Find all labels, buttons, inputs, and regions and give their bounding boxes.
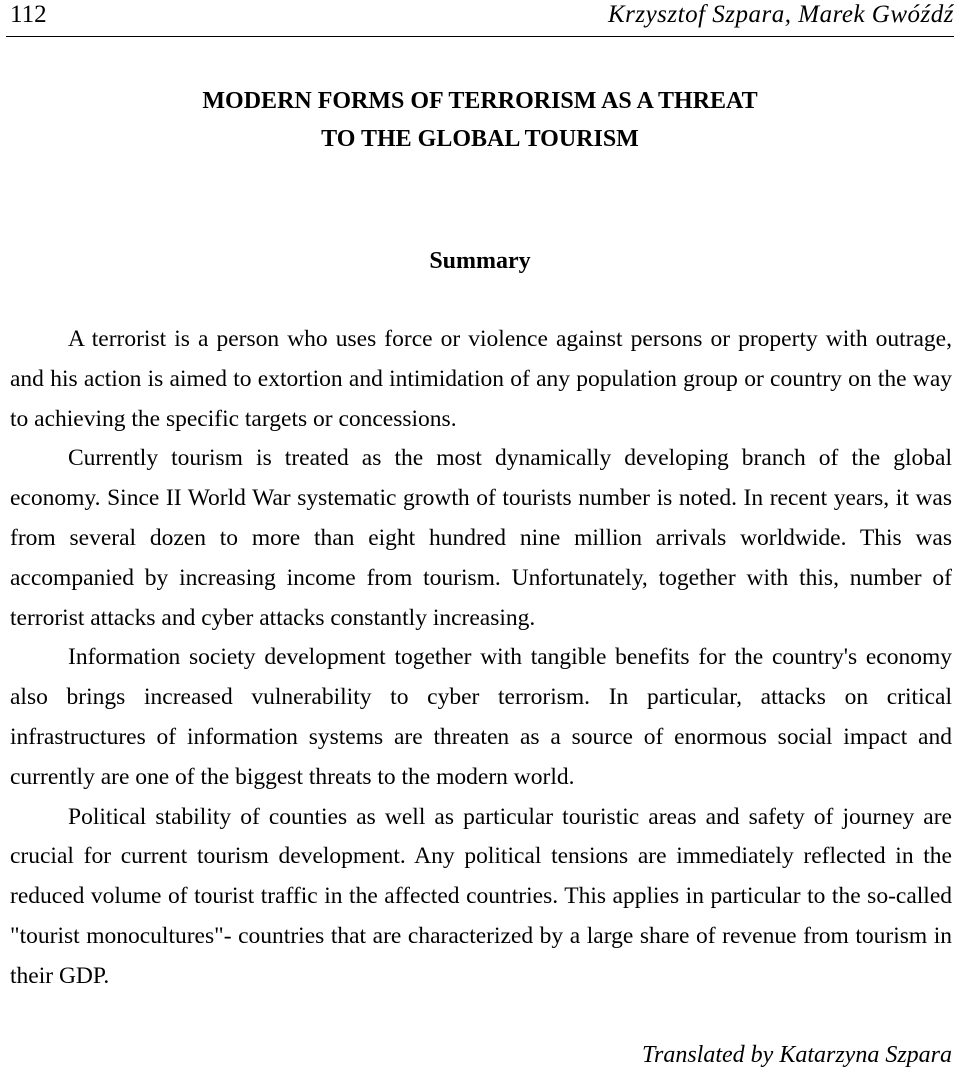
translator-credit: Translated by Katarzyna Szpara (641, 1042, 952, 1068)
article-title-line-2: TO THE GLOBAL TOURISM (321, 126, 639, 152)
article-title-line-1: MODERN FORMS OF TERRORISM AS A THREAT (202, 88, 758, 114)
paragraph-2: Currently tourism is treated as the most dynamically developing branch of the global economy. Since II World War systematic growth of tourists number is noted. In recent years, it was from several dozen to more than eight hundred nine million arrivals worldwide. This was accompanied by increasing income from tourism. Unfortunately, together with this, number of terrorist attacks and cyber attacks constantly increasing. (10, 445, 952, 631)
paragraph-4: Political stability of counties as well as particular touristic areas and safety of journey are crucial for current tourism development. Any political tensions are immediately reflected in the reduced volume of tourist traffic in the affected countries. This applies in particular to the so-called "tourist monocultures"- countries that are characterized by a large share of revenue from tourism in their GDP. (10, 803, 952, 989)
article-title (0, 82, 960, 158)
running-head-authors: Krzysztof Szpara, Marek Gwóźdź (607, 1, 954, 28)
page-number: 112 (10, 1, 47, 28)
paragraph-1: A terrorist is a person who uses force or violence against persons or property with outrage, and his action is aimed to extortion and intimidation of any population group or country on the way to achieving the specific targets or concessions. (10, 326, 952, 432)
summary-heading: Summary (429, 248, 531, 274)
summary-body (10, 320, 952, 997)
paragraph-3: Information society development together with tangible benefits for the country's economy also brings increased vulnerability to cyber terrorism. In particular, attacks on critical infrastructures of information systems are threaten as a source of enormous social impact and currently are one of the biggest threats to the modern world. (10, 644, 952, 790)
page-header (6, 0, 954, 37)
